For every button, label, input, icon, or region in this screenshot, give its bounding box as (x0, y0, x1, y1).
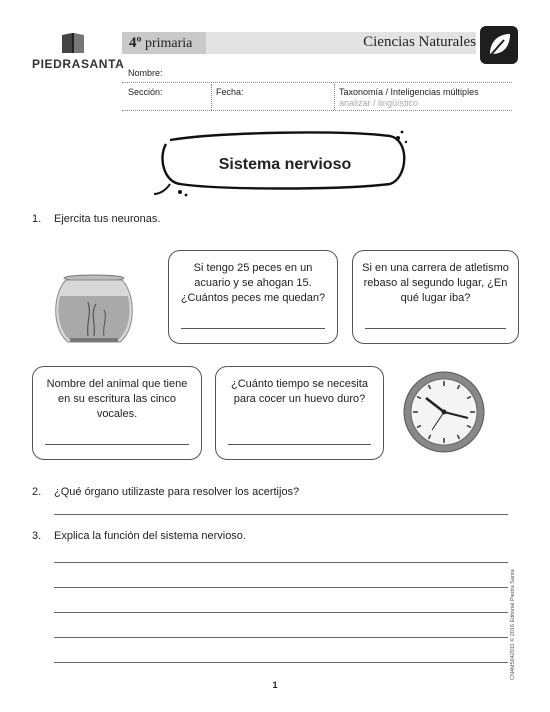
answer-line[interactable] (181, 328, 325, 329)
page-number: 1 (272, 680, 278, 690)
clock-icon (402, 370, 486, 454)
riddle-text: ¿Cuánto tiempo se necesita para cocer un huevo duro? (231, 378, 368, 405)
brand-logo: PIEDRASANTA (32, 57, 125, 71)
question-1 (32, 213, 512, 227)
leaf-icon (480, 26, 518, 64)
book-logo-icon (60, 32, 86, 54)
section-date-field[interactable] (122, 110, 512, 111)
question-text: Explica la función del sistema nervioso. (54, 530, 246, 542)
answer-line[interactable] (54, 637, 508, 638)
question-text: ¿Qué órgano utilizaste para resolver los acertijos? (54, 486, 300, 498)
answer-line[interactable] (45, 444, 189, 445)
answer-line[interactable] (365, 328, 506, 329)
page-title: Sistema nervioso (218, 156, 352, 173)
taxonomy-label: Taxonomía / Inteligencias múltiples (339, 87, 479, 97)
date-label: Fecha: (216, 87, 244, 97)
grade-label (129, 35, 192, 52)
name-label: Nombre: (128, 68, 163, 78)
question-text: Ejercita tus neuronas. (54, 213, 161, 225)
fishbowl-icon (52, 274, 136, 348)
riddle-card-race (352, 250, 519, 344)
riddle-card-egg (215, 366, 384, 460)
riddle-text: Si tengo 25 peces en un acuario y se ahogan 15. ¿Cuántos peces me quedan? (180, 262, 326, 304)
answer-line[interactable] (54, 562, 508, 563)
grade-level: primaria (144, 36, 193, 51)
answer-line[interactable] (54, 662, 508, 663)
answer-line[interactable] (54, 514, 508, 515)
answer-line[interactable] (54, 587, 508, 588)
name-field[interactable] (122, 82, 512, 83)
divider (334, 84, 335, 110)
subject-title: Ciencias Naturales (363, 34, 476, 50)
answer-line[interactable] (228, 444, 371, 445)
copyright-note: CN4M5042011 © 2016 Editorial Piedra Santa (510, 569, 516, 680)
grade-number: 4º (129, 35, 142, 51)
taxonomy-sub: analizar / lingüístico (339, 98, 419, 108)
question-number: 3. (32, 530, 42, 542)
question-2 (32, 486, 512, 500)
answer-line[interactable] (54, 612, 508, 613)
riddle-card-fish (168, 250, 338, 344)
riddle-text: Nombre del animal que tiene en su escritura las cinco vocales. (46, 378, 188, 420)
question-number: 1. (32, 213, 42, 225)
section-label: Sección: (128, 87, 163, 97)
question-number: 2. (32, 486, 42, 498)
question-3 (32, 530, 512, 544)
riddle-card-animal (32, 366, 202, 460)
riddle-text: Si en una carrera de atletismo rebaso al segundo lugar, ¿En qué lugar iba? (362, 262, 509, 304)
divider (211, 84, 212, 110)
